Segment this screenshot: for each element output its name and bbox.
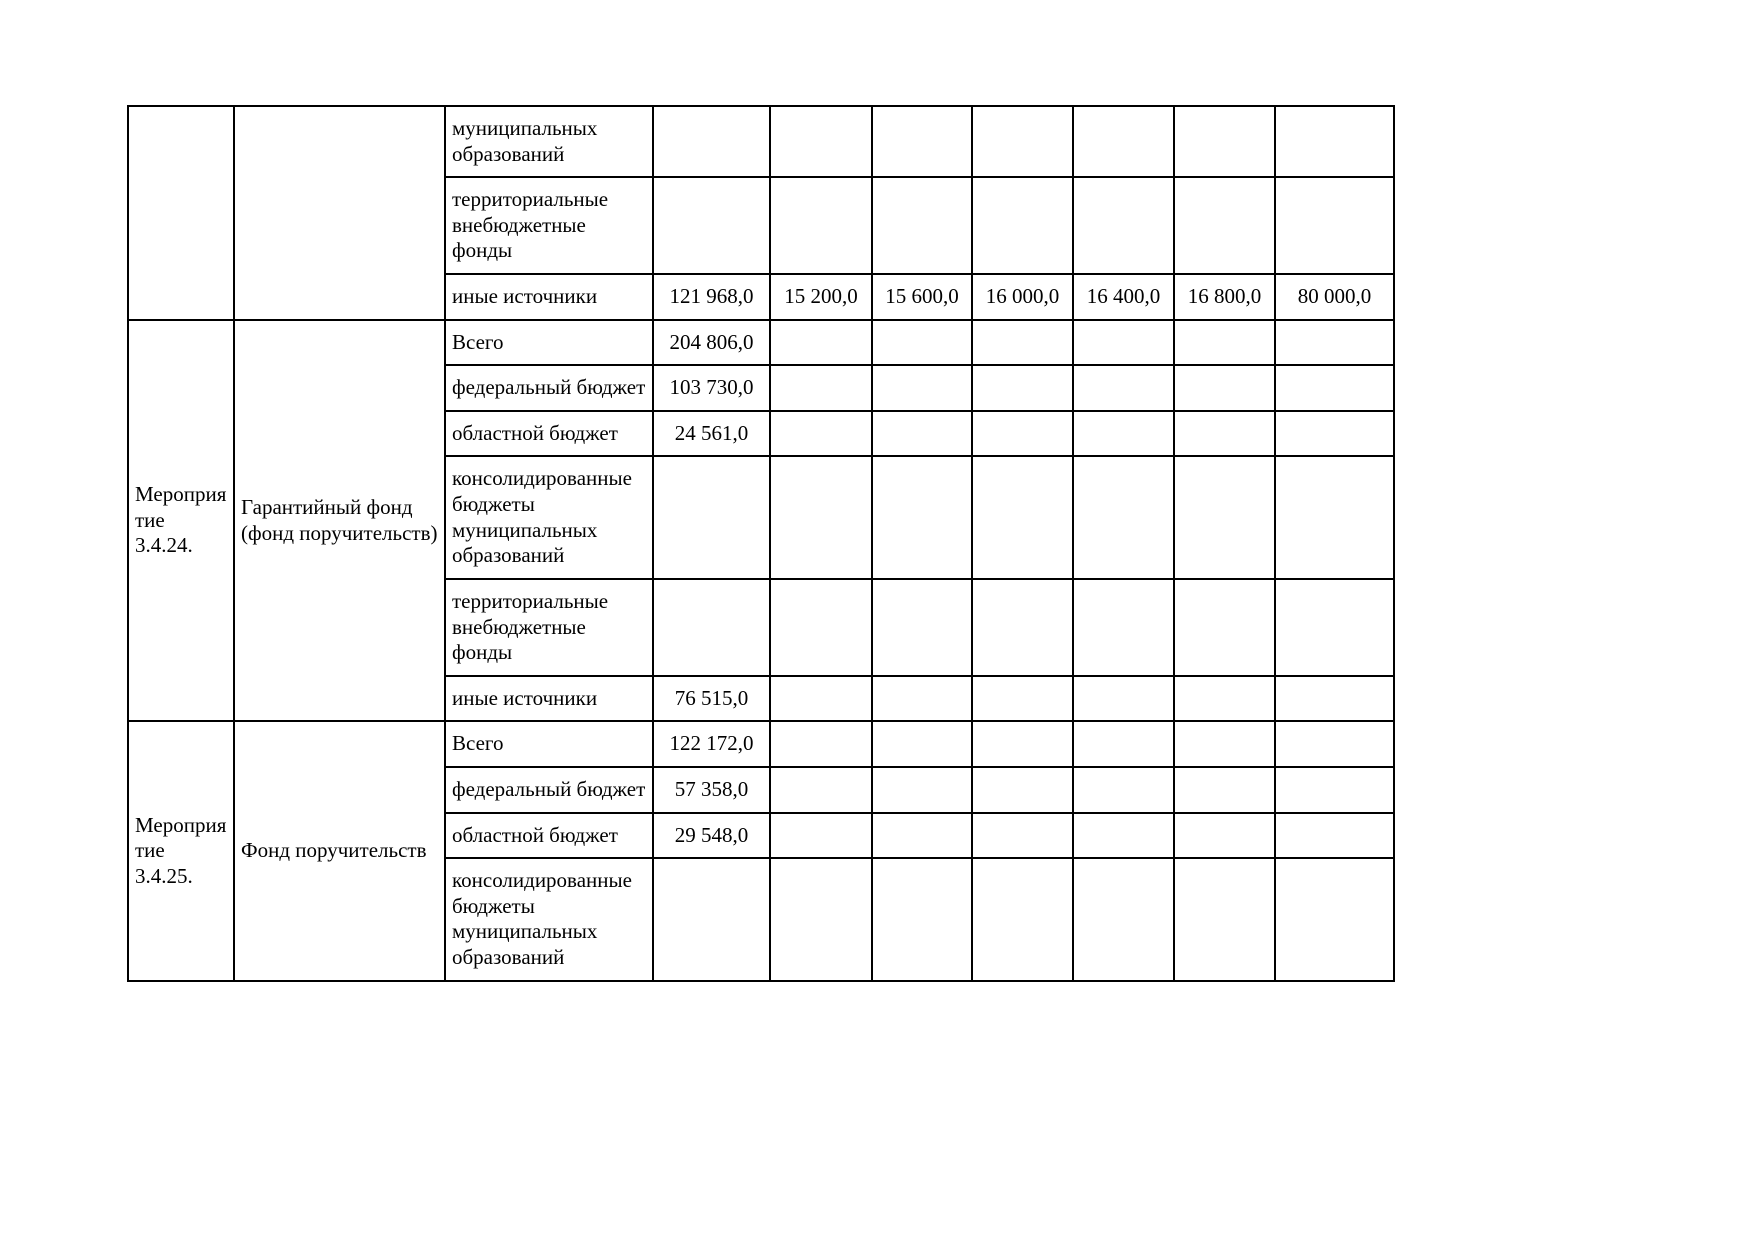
value-cell bbox=[770, 456, 872, 578]
value-cell bbox=[972, 365, 1073, 411]
value-cell bbox=[1073, 676, 1174, 722]
activity-cell bbox=[128, 106, 234, 320]
source-cell: территориальные внебюджетные фонды bbox=[445, 579, 653, 676]
value-cell bbox=[1174, 579, 1275, 676]
value-cell bbox=[653, 858, 770, 980]
value-cell bbox=[972, 106, 1073, 177]
value-cell bbox=[872, 813, 972, 859]
source-cell: федеральный бюджет bbox=[445, 767, 653, 813]
value-cell bbox=[972, 320, 1073, 366]
value-cell bbox=[1073, 579, 1174, 676]
value-cell bbox=[1073, 411, 1174, 457]
source-cell: иные источники bbox=[445, 274, 653, 320]
activity-cell: Мероприятие 3.4.24. bbox=[128, 320, 234, 722]
value-cell bbox=[1174, 858, 1275, 980]
value-cell: 16 400,0 bbox=[1073, 274, 1174, 320]
value-cell bbox=[1174, 456, 1275, 578]
value-cell bbox=[1275, 579, 1394, 676]
value-cell bbox=[1174, 813, 1275, 859]
value-cell bbox=[653, 579, 770, 676]
value-cell bbox=[1073, 767, 1174, 813]
value-cell: 29 548,0 bbox=[653, 813, 770, 859]
value-cell: 16 000,0 bbox=[972, 274, 1073, 320]
value-cell bbox=[972, 813, 1073, 859]
value-cell: 15 200,0 bbox=[770, 274, 872, 320]
value-cell bbox=[972, 676, 1073, 722]
value-cell bbox=[1275, 320, 1394, 366]
source-cell: федеральный бюджет bbox=[445, 365, 653, 411]
value-cell bbox=[972, 456, 1073, 578]
value-cell: 16 800,0 bbox=[1174, 274, 1275, 320]
value-cell bbox=[872, 721, 972, 767]
value-cell bbox=[872, 456, 972, 578]
value-cell bbox=[972, 579, 1073, 676]
source-cell: консолидированные бюджеты муниципальных образований bbox=[445, 858, 653, 980]
value-cell bbox=[1073, 320, 1174, 366]
value-cell bbox=[653, 177, 770, 274]
fund-cell: Фонд поручительств bbox=[234, 721, 445, 980]
value-cell bbox=[1275, 676, 1394, 722]
value-cell bbox=[972, 721, 1073, 767]
value-cell bbox=[770, 320, 872, 366]
value-cell bbox=[1174, 106, 1275, 177]
value-cell bbox=[972, 177, 1073, 274]
value-cell bbox=[1275, 767, 1394, 813]
source-cell: территориальные внебюджетные фонды bbox=[445, 177, 653, 274]
value-cell: 76 515,0 bbox=[653, 676, 770, 722]
value-cell: 204 806,0 bbox=[653, 320, 770, 366]
budget-table-body bbox=[128, 106, 1394, 981]
value-cell bbox=[1174, 767, 1275, 813]
value-cell bbox=[770, 106, 872, 177]
source-cell: областной бюджет bbox=[445, 813, 653, 859]
value-cell: 80 000,0 bbox=[1275, 274, 1394, 320]
value-cell bbox=[1275, 365, 1394, 411]
value-cell bbox=[1174, 320, 1275, 366]
value-cell bbox=[653, 456, 770, 578]
value-cell bbox=[872, 365, 972, 411]
value-cell bbox=[770, 813, 872, 859]
value-cell bbox=[872, 106, 972, 177]
value-cell bbox=[1073, 813, 1174, 859]
value-cell bbox=[770, 858, 872, 980]
value-cell bbox=[872, 767, 972, 813]
value-cell bbox=[972, 767, 1073, 813]
value-cell bbox=[653, 106, 770, 177]
value-cell bbox=[770, 721, 872, 767]
table-row bbox=[128, 106, 1394, 177]
source-cell: иные источники bbox=[445, 676, 653, 722]
budget-table bbox=[127, 105, 1395, 982]
value-cell bbox=[770, 177, 872, 274]
value-cell: 15 600,0 bbox=[872, 274, 972, 320]
value-cell bbox=[1174, 676, 1275, 722]
value-cell bbox=[1275, 813, 1394, 859]
value-cell: 57 358,0 bbox=[653, 767, 770, 813]
value-cell bbox=[1073, 177, 1174, 274]
value-cell bbox=[770, 579, 872, 676]
value-cell bbox=[1174, 365, 1275, 411]
source-cell: муниципальных образований bbox=[445, 106, 653, 177]
source-cell: Всего bbox=[445, 320, 653, 366]
value-cell bbox=[972, 858, 1073, 980]
value-cell bbox=[770, 676, 872, 722]
value-cell bbox=[1174, 411, 1275, 457]
value-cell: 122 172,0 bbox=[653, 721, 770, 767]
value-cell bbox=[1275, 721, 1394, 767]
value-cell bbox=[1073, 858, 1174, 980]
value-cell bbox=[1275, 106, 1394, 177]
value-cell bbox=[872, 579, 972, 676]
source-cell: консолидированные бюджеты муниципальных образований bbox=[445, 456, 653, 578]
table-row bbox=[128, 721, 1394, 767]
value-cell bbox=[1275, 411, 1394, 457]
value-cell bbox=[770, 365, 872, 411]
activity-cell: Мероприятие 3.4.25. bbox=[128, 721, 234, 980]
fund-cell bbox=[234, 106, 445, 320]
value-cell bbox=[1275, 177, 1394, 274]
value-cell bbox=[1073, 721, 1174, 767]
value-cell bbox=[872, 858, 972, 980]
value-cell bbox=[1073, 365, 1174, 411]
value-cell bbox=[770, 411, 872, 457]
value-cell bbox=[1174, 721, 1275, 767]
source-cell: областной бюджет bbox=[445, 411, 653, 457]
value-cell bbox=[872, 411, 972, 457]
value-cell bbox=[1275, 456, 1394, 578]
value-cell: 103 730,0 bbox=[653, 365, 770, 411]
value-cell: 24 561,0 bbox=[653, 411, 770, 457]
source-cell: Всего bbox=[445, 721, 653, 767]
value-cell bbox=[872, 320, 972, 366]
value-cell bbox=[1073, 456, 1174, 578]
value-cell bbox=[770, 767, 872, 813]
value-cell bbox=[872, 676, 972, 722]
fund-cell: Гарантийный фонд (фонд поручительств) bbox=[234, 320, 445, 722]
value-cell bbox=[1073, 106, 1174, 177]
value-cell bbox=[872, 177, 972, 274]
table-row bbox=[128, 320, 1394, 366]
value-cell bbox=[1174, 177, 1275, 274]
value-cell bbox=[1275, 858, 1394, 980]
value-cell: 121 968,0 bbox=[653, 274, 770, 320]
value-cell bbox=[972, 411, 1073, 457]
